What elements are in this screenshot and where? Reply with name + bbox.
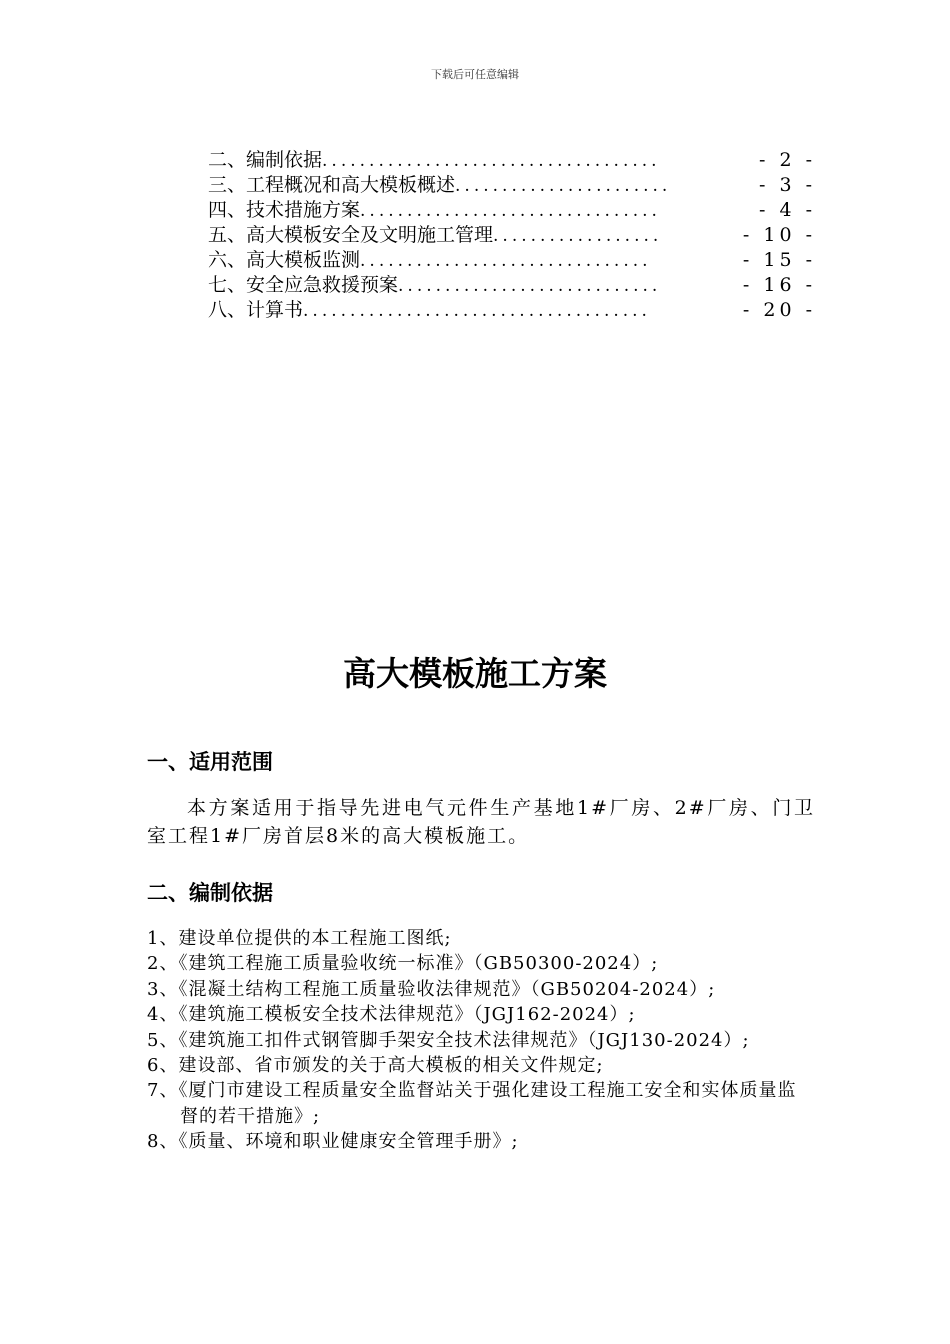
toc-dot-leader: ............................... [360, 251, 652, 271]
toc-page-number: - 3 - [758, 174, 816, 196]
list-item: 6、建设部、省市颁发的关于高大模板的相关文件规定; [147, 1055, 604, 1077]
table-of-contents [208, 148, 816, 323]
toc-dot-leader: ....................... [455, 176, 672, 196]
scope-paragraph: 本方案适用于指导先进电气元件生产基地1#厂房、2#厂房、门卫室工程1#厂房首层8米的高大模板施工。 [147, 797, 815, 847]
toc-entry-label: 八、计算书 [208, 299, 304, 321]
toc-entry[interactable] [208, 223, 816, 248]
toc-entry-label: 三、工程概况和高大模板概述 [208, 174, 456, 196]
basis-reference-list [147, 926, 815, 1155]
toc-entry-label: 五、高大模板安全及文明施工管理 [208, 224, 494, 246]
toc-page-number: - 16 - [742, 274, 816, 296]
toc-page-number: - 4 - [758, 199, 816, 221]
toc-page-number: - 15 - [742, 249, 816, 271]
toc-entry[interactable] [208, 173, 816, 198]
toc-dot-leader: ............................ [398, 276, 662, 296]
toc-entry-label: 六、高大模板监测 [208, 249, 361, 271]
section-heading-scope: 一、适用范围 [147, 750, 273, 774]
toc-dot-leader: ................................ [360, 201, 661, 221]
list-item: 8、《质量、环境和职业健康安全管理手册》; [147, 1131, 519, 1153]
toc-dot-leader: ..................................... [303, 301, 651, 321]
list-item: 4、《建筑施工模板安全技术法律规范》（JGJ162-2024）; [147, 1004, 636, 1026]
section-heading-basis: 二、编制依据 [147, 881, 273, 905]
list-item: 2、《建筑工程施工质量验收统一标准》（GB50300-2024）; [147, 953, 659, 975]
page-header-note: 下载后可任意编辑 [431, 68, 519, 81]
toc-entry[interactable] [208, 248, 816, 273]
toc-entry-label: 二、编制依据 [208, 149, 323, 171]
list-item: 5、《建筑施工扣件式钢管脚手架安全技术法律规范》（JGJ130-2024）; [147, 1029, 750, 1051]
toc-entry[interactable] [208, 298, 816, 323]
toc-page-number: - 20 - [742, 299, 816, 321]
toc-entry-label: 四、技术措施方案 [208, 199, 361, 221]
toc-dot-leader: .................................... [322, 151, 661, 171]
toc-entry[interactable] [208, 273, 816, 298]
toc-dot-leader: .................. [493, 226, 663, 246]
document-title: 高大模板施工方案 [343, 654, 607, 693]
toc-entry[interactable] [208, 198, 816, 223]
toc-entry-label: 七、安全应急救援预案 [208, 274, 399, 296]
list-item: 7、《厦门市建设工程质量安全监督站关于强化建设工程施工安全和实体质量监督的若干措施》; [147, 1080, 797, 1127]
toc-entry[interactable] [208, 148, 816, 173]
toc-page-number: - 10 - [742, 224, 816, 246]
toc-page-number: - 2 - [758, 149, 816, 171]
list-item: 3、《混凝土结构工程施工质量验收法律规范》（GB50204-2024）; [147, 978, 716, 1000]
list-item: 1、建设单位提供的本工程施工图纸; [147, 928, 452, 949]
